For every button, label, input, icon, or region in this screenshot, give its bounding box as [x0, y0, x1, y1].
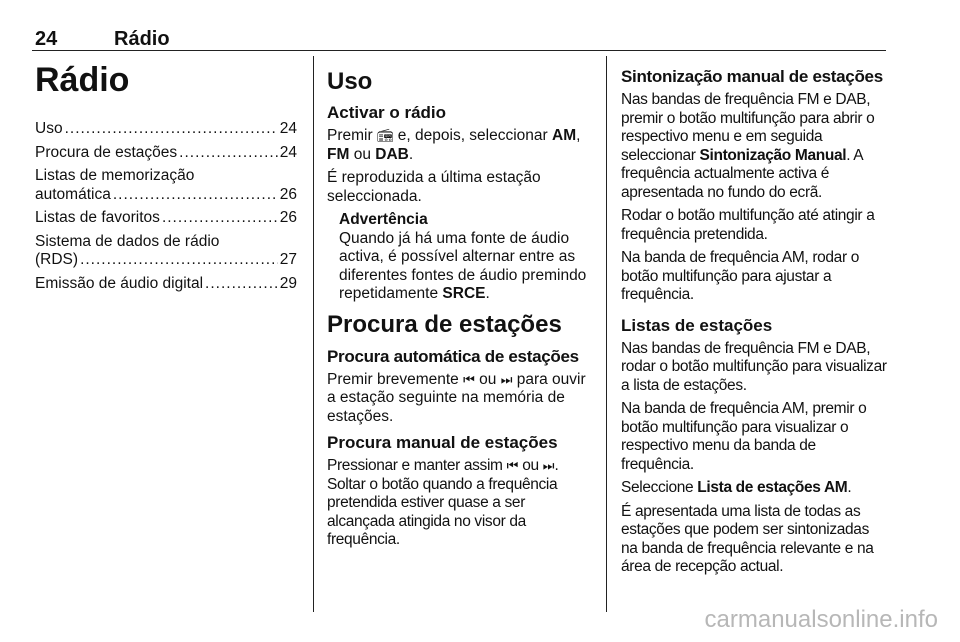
toc-label-line1: Listas de memorização	[35, 167, 195, 184]
paragraph-sintonizacao-3: Na banda de frequência AM, rodar o botão multifunção para ajustar a frequência.	[621, 249, 859, 303]
toc-leader	[162, 209, 278, 228]
toc-leader	[65, 120, 278, 139]
toc-label: Listas de favoritos	[35, 209, 160, 226]
toc-label: Uso	[35, 120, 63, 137]
toc-leader	[80, 251, 278, 270]
header-rule	[32, 50, 886, 51]
column-divider-1	[313, 56, 314, 612]
paragraph-sintonizacao-2: Rodar o botão multifunção até atingir a frequência pretendida.	[621, 207, 875, 243]
toc-label: (RDS)	[35, 251, 79, 268]
skip-forward-icon: ⏭	[542, 458, 552, 473]
toc-page: 27	[279, 251, 297, 268]
radio-icon: 📻︎	[376, 128, 391, 143]
paragraph-listas-2: Na banda de frequência AM, premir o botão multifunção para visualizar o respectivo menu da banda de frequência.	[621, 400, 867, 473]
toc-item-rds[interactable]	[35, 233, 297, 270]
column-main	[327, 66, 595, 555]
toc-leader	[179, 144, 278, 163]
toc-item-favoritos[interactable]	[35, 209, 297, 228]
header-section-title: Rádio	[114, 28, 170, 50]
toc-page: 29	[279, 274, 297, 292]
paragraph-sintonizacao-1: Nas bandas de frequência FM e DAB, premir o botão multifunção para abrir o respectivo menu e em seguida seleccionar Sintonização Manual. A frequência actualmente activa é apresentada no fundo do ecrã.	[621, 91, 875, 201]
paragraph-auto: Premir brevemente ⏮ ou ⏭ para ouvir a estação seguinte na memória de estações.	[327, 370, 586, 425]
toc-page: 26	[279, 209, 297, 226]
subsection-title-manual: Procura manual de estações	[327, 433, 558, 452]
skip-back-icon: ⏮	[506, 458, 516, 473]
skip-forward-icon: ⏭	[500, 371, 510, 387]
toc-label: automática	[35, 185, 111, 203]
subsection-title-activar: Activar o rádio	[327, 103, 447, 122]
fm-key: FM	[327, 145, 350, 163]
note-text: Quando já há uma fonte de áudio activa, é possível alternar entre as diferentes fontes de áudio premindo repetidamente SRCE.	[339, 229, 587, 302]
note-box	[339, 211, 595, 304]
table-of-contents	[35, 120, 297, 293]
toc-page: 24	[279, 120, 297, 137]
subsection-title-auto: Procura automática de estações	[327, 346, 579, 366]
toc-leader	[205, 275, 278, 294]
toc-leader	[113, 186, 278, 205]
skip-back-icon: ⏮	[463, 371, 472, 387]
dab-key: DAB	[375, 145, 409, 163]
toc-label-line1: Sistema de dados de rádio	[35, 232, 220, 250]
column-toc	[35, 60, 297, 298]
subsection-title-sintonizacao: Sintonização manual de estações	[621, 67, 883, 86]
paragraph-activar: Premir 📻︎ e, depois, seleccionar AM, FM ou DAB.	[327, 127, 581, 163]
paragraph-listas-1: Nas bandas de frequência FM e DAB, rodar o botão multifunção para visualizar a lista de estações.	[621, 339, 887, 394]
paragraph-listas-4: É apresentada uma lista de todas as estações que podem ser sintonizadas na banda de frequência relevante e na área de recepção actual.	[621, 502, 874, 575]
column-right	[621, 66, 889, 582]
paragraph-listas-3: Seleccione Lista de estações AM.	[621, 479, 852, 496]
toc-item-uso[interactable]	[35, 120, 297, 139]
toc-page: 26	[279, 185, 297, 203]
watermark: carmanualsonline.info	[704, 606, 938, 633]
srce-key: SRCE	[442, 285, 486, 302]
subsection-title-listas: Listas de estações	[621, 315, 773, 335]
chapter-title: Rádio	[35, 61, 130, 99]
paragraph-manual: Pressionar e manter assim ⏮ ou ⏭ . Soltar o botão quando a frequência pretendida estiver quase a ser alcançada atingida no visor da frequência.	[327, 457, 559, 548]
note-title: Advertência	[339, 211, 428, 228]
toc-item-procura[interactable]	[35, 144, 297, 163]
toc-item-dab[interactable]	[35, 275, 297, 294]
am-key: AM	[552, 127, 577, 144]
toc-label: Emissão de áudio digital	[35, 274, 204, 292]
lista-am-key: Lista de estações AM	[697, 479, 848, 496]
sintonizacao-key: Sintonização Manual	[699, 146, 847, 164]
paragraph-last-station: É reproduzida a última estação seleccionada.	[327, 169, 541, 205]
toc-label: Procura de estações	[35, 143, 178, 161]
section-title-uso: Uso	[327, 68, 373, 95]
column-divider-2	[606, 56, 607, 612]
toc-page: 24	[279, 143, 297, 161]
toc-item-memorizacao[interactable]	[35, 167, 297, 204]
page-number: 24	[35, 28, 58, 50]
section-title-procura: Procura de estações	[327, 310, 562, 338]
